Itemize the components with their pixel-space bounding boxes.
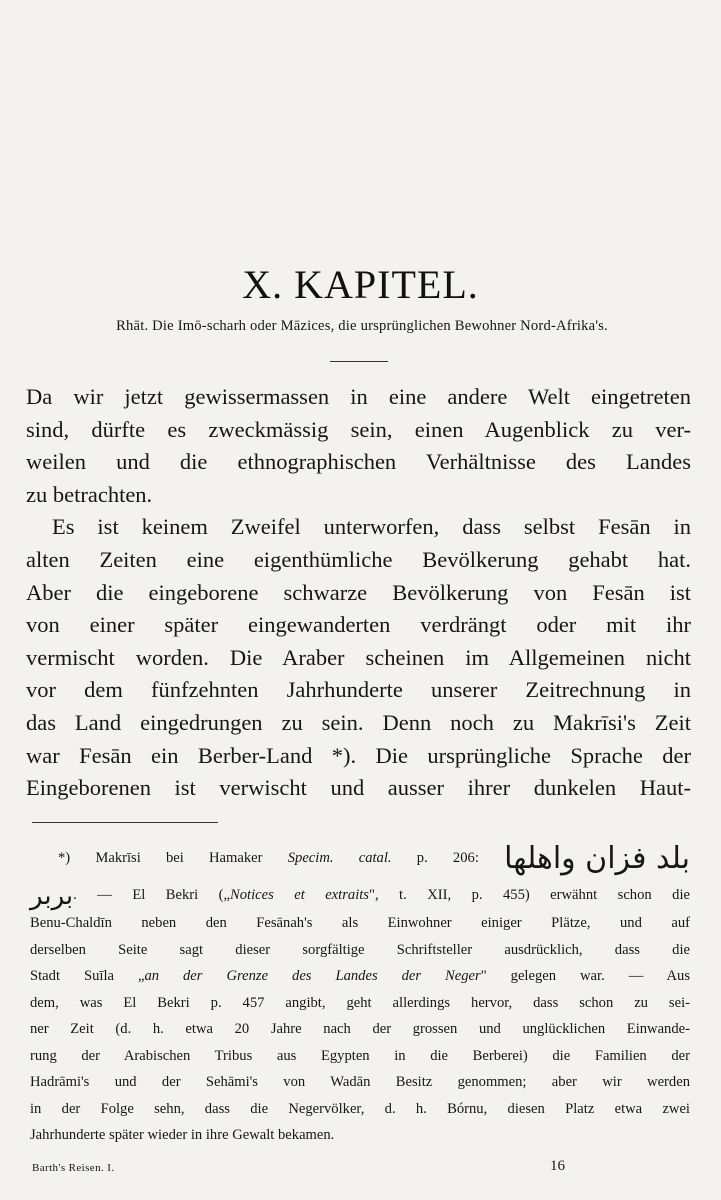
page-number: 16 [550, 1158, 565, 1174]
body-line: Eingeborenen ist verwischt und ausser ihrer dunkelen Haut- [26, 775, 691, 801]
footnote-text: . — El Bekri („ [73, 887, 230, 903]
body-line: weilen und die ethnographischen Verhältnisse des Landes [26, 449, 691, 475]
footnote-line: rung der Arabischen Tribus aus Egypten in die Berberei) die Familien der [30, 1047, 690, 1064]
signature-mark: Barth's Reisen. I. [32, 1162, 115, 1174]
footnote-line [30, 880, 690, 910]
footnote-line [30, 836, 690, 880]
footnote-text: ", t. XII, p. 455) erwähnt schon die [368, 887, 690, 903]
body-line: Es ist keinem Zweifel unterworfen, dass selbst Fesān in [52, 514, 691, 540]
footnote-line: Jahrhunderte später wieder in ihre Gewalt bekamen. [30, 1127, 335, 1143]
body-line: vermischt worden. Die Araber scheinen im Allgemeinen nicht [26, 644, 691, 670]
chapter-summary: Rhāt. Die Imō-scharh oder Māzices, die ursprünglichen Bewohner Nord-Afrika's. [116, 318, 608, 334]
body-line: zu betrachten. [26, 481, 153, 507]
footnote-line: ner Zeit (d. h. etwa 20 Jahre nach der grossen und unglücklichen Einwande- [30, 1021, 690, 1037]
footnote-text: *) Makrīsi bei Hamaker [58, 850, 288, 866]
footnote-text: Stadt Suīla „ [30, 968, 145, 984]
body-line: sind, dürfte es zweckmässig sein, einen Augenblick zu ver- [26, 416, 691, 442]
footnote-italic: an der Grenze des Landes der Neger [144, 968, 481, 984]
footnote [30, 836, 690, 1149]
footnote-text: " gelegen war. — Aus [480, 968, 690, 984]
body-line: alten Zeiten eine eigenthümliche Bevölkerung gehabt hat. [26, 546, 691, 572]
footnote-text: p. 206: [391, 850, 479, 866]
body-text [26, 381, 691, 805]
body-line: Aber die eingeborene schwarze Bevölkerung von Fesān ist [26, 579, 691, 605]
body-line: vor dem fünfzehnten Jahrhunderte unserer Zeitrechnung in [26, 677, 691, 703]
footnote-line: in der Folge sehn, dass die Negervölker, d. h. Bórnu, diesen Platz etwa zwei [30, 1100, 690, 1117]
title-divider [330, 361, 388, 362]
chapter-title: X. KAPITEL. [242, 262, 479, 307]
footnote-italic: Notices et extraits [229, 887, 369, 903]
body-line: Da wir jetzt gewissermassen in eine andere Welt eingetreten [26, 384, 691, 409]
footnote-line [30, 963, 690, 990]
body-line: das Land eingedrungen zu sein. Denn noch zu Makrīsi's Zeit [26, 709, 691, 735]
footnote-line: Hadrāmi's und der Sehāmi's von Wadān Besitz genommen; aber wir werden [30, 1074, 690, 1090]
body-line: war Fesān ein Berber-Land *). Die ursprüngliche Sprache der [26, 742, 691, 768]
arabic-word: بربر [30, 880, 74, 911]
body-line: von einer später eingewanderten verdrängt oder mit ihr [26, 612, 691, 638]
footnote-line: Benu-Chaldīn neben den Fesānah's als Einwohner einiger Plätze, und auf [30, 915, 690, 931]
footnote-line: dem, was El Bekri p. 457 angibt, geht allerdings hervor, dass schon zu sei- [30, 994, 690, 1011]
arabic-quotation: بلد فزان واهلها [504, 840, 690, 876]
footnote-divider [32, 822, 218, 823]
footnote-italic: Specim. catal. [287, 850, 392, 866]
footnote-line: derselben Seite sagt dieser sorgfältige Schriftsteller ausdrücklich, dass die [30, 941, 690, 958]
